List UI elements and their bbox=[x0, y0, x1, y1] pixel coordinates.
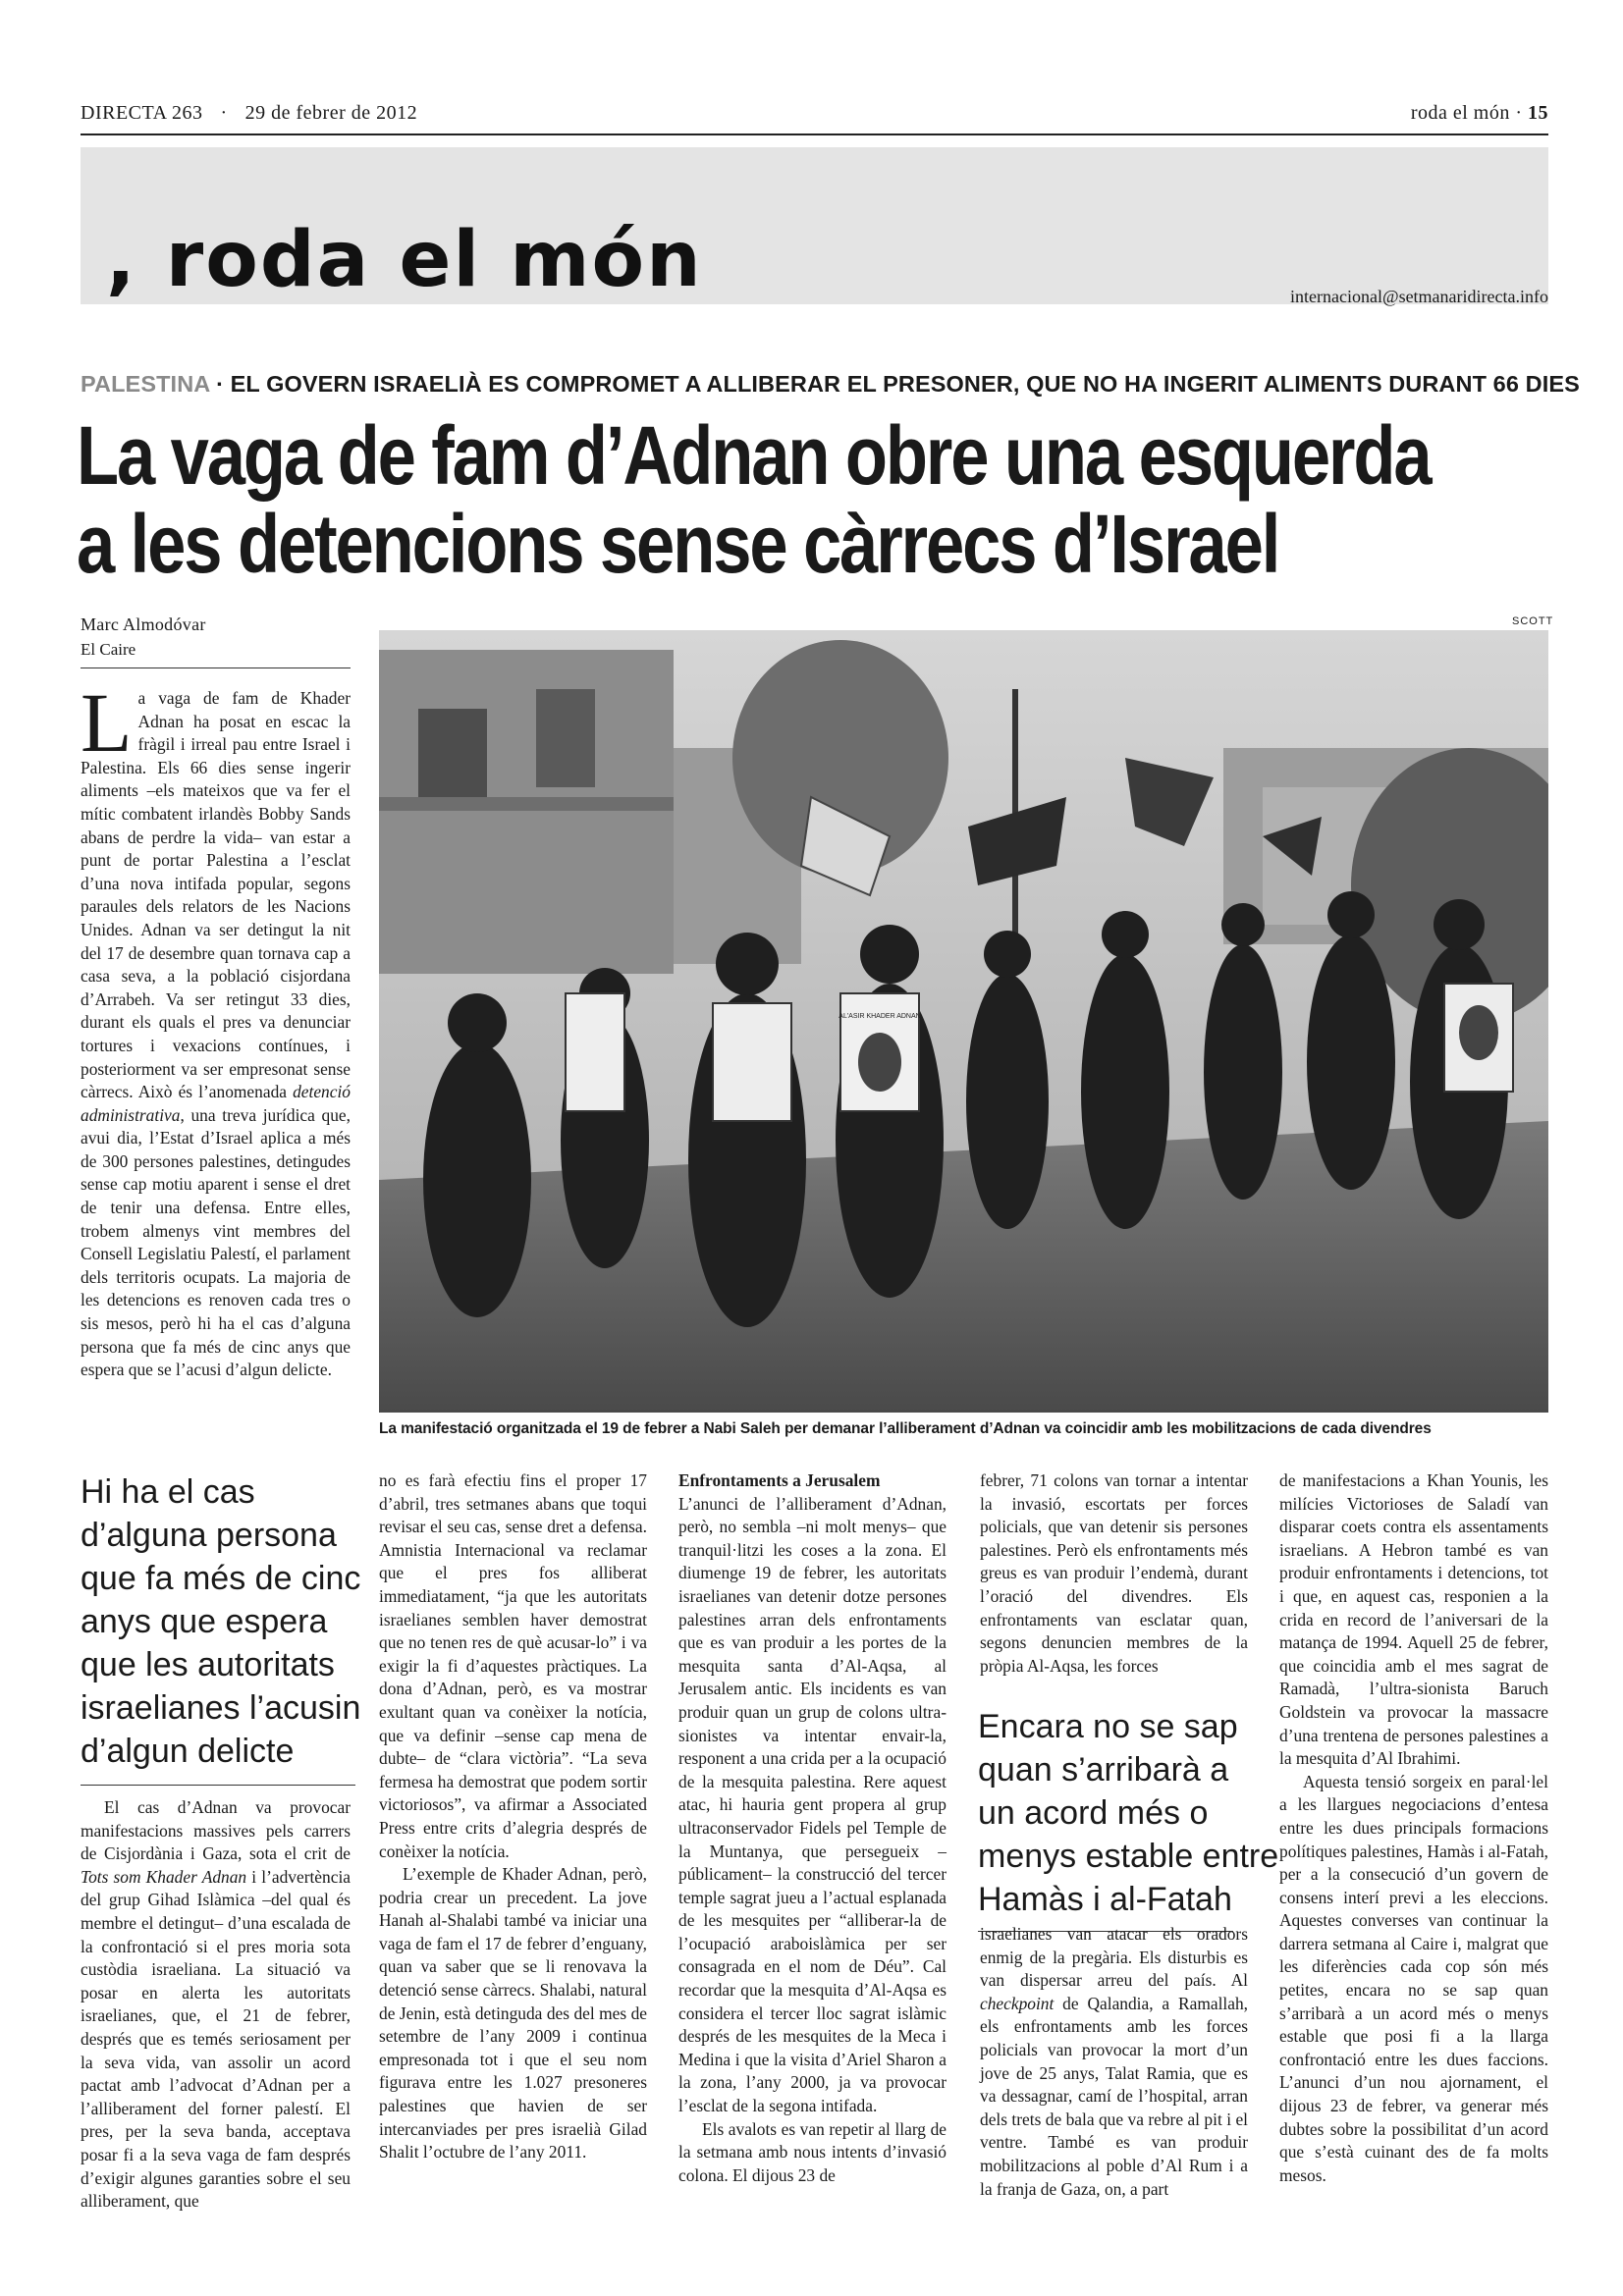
article-photo bbox=[379, 630, 1548, 1413]
body-paragraph: Els avalots es van repetir al llarg de la setmana amb nous intents d’invasió colona. El dijous 23 de bbox=[678, 2118, 947, 2185]
poster-text: AL'ASIR KHADER ADNAN bbox=[839, 1013, 921, 1020]
body-text: i l’advertència del grup Gihad Islàmica –del qual és membre el detingut– d’una escalada de la confrontació si el pres moria sota custòdia israeliana. La situació va posar en alerta les autoritats israelianes, que, el 21 de febrer, després que es temés seriosament per la seva vida, van assolir un acord pactat amb l’advocat d’Adnan per a l’alliberament del forner palestí. El pres, per la seva banda, acceptava posar fi a la seva vaga de fam després d’exigir algunes garanties sobre el seu alliberament, que bbox=[81, 1866, 351, 2212]
article-headline bbox=[77, 409, 1431, 590]
window bbox=[536, 689, 595, 787]
pull-quote-line: que les autoritats bbox=[81, 1646, 335, 1683]
pull-quote-rule bbox=[81, 1785, 355, 1786]
page-number: 15 bbox=[1528, 102, 1548, 124]
headline-line-1: La vaga de fam d’Adnan obre una esquerda bbox=[77, 409, 1431, 502]
body-text: El cas d’Adnan va provocar manifestacions massives pels carrers de Cisjordània i Gaza, sota el crit de bbox=[81, 1797, 351, 1864]
poster-portrait bbox=[1459, 1005, 1498, 1060]
page-label bbox=[1411, 102, 1548, 125]
balcony bbox=[379, 797, 674, 811]
body-text: de Qalandia, a Ramallah, els enfrontaments amb les forces policials van provocar la mort d’un jove de 25 anys, Talat Ramia, que es va dessagnar, camí de l’hospital, arran dels trets de bala que va rebre al pit i el ventre. També es van produir mobilitzacions al poble d’Al Rum i a la franja de Gaza, on, a part bbox=[980, 1993, 1248, 2199]
article-kicker bbox=[81, 371, 1580, 398]
header-separator: · bbox=[220, 102, 228, 124]
pull-quote-line: israelianes l’acusin bbox=[81, 1689, 361, 1727]
body-column-4-top bbox=[980, 1469, 1248, 1678]
photo-caption: La manifestació organitzada el 19 de febrer a Nabi Saleh per demanar l’alliberament d’Adnan va coincidir amb les mobilitzacions de cada divendres bbox=[379, 1420, 1432, 1437]
subheading: Enfrontaments a Jerusalem bbox=[678, 1470, 881, 1490]
kicker-separator: · bbox=[209, 371, 231, 397]
issue-date bbox=[81, 102, 417, 125]
body-paragraph: Aquesta tensió sorgeix en paral·lel a les llargues negociacions d’entesa entre les dues principals formacions polítiques palestines, Hamàs i al-Fatah, per a la consecució d’un govern de consens interí previ a les eleccions. Aquestes converses van continuar la darrera setmana al Caire i, malgrat que les diferències cada cop són més petites, encara no se sap quan s’arribarà a un acord més o menys estable que posi fi a la llarga confrontació entre les dues faccions. L’anunci d’un nou ajornament, el dijous 23 de febrer, va generar més dubtes sobre la possibilitat d’un acord que s’està cuinant des de fa molts mesos. bbox=[1279, 1771, 1548, 2185]
poster-portrait bbox=[858, 1033, 901, 1092]
author-location: El Caire bbox=[81, 640, 136, 659]
drop-cap: L bbox=[81, 675, 133, 770]
byline-rule bbox=[81, 667, 351, 668]
poster bbox=[566, 993, 624, 1111]
body-paragraph: L’exemple de Khader Adnan, però, podria crear un precedent. La jove Hanah al-Shalabi també va iniciar una vaga de fam el 17 de febrer d’enguany, quan va saber que se li renovava la detenció sense càrrecs. Shalabi, natural de Jenin, està detinguda des del mes de setembre de l’any 2009 i continua empresonada tot i que el seu nom figurava entre les 1.027 presoneres palestines que havien de ser intercanviades per pres israelià Gilad Shalit l’octubre de l’any 2011. bbox=[379, 1864, 647, 2163]
photo-credit: SCOTT bbox=[1512, 615, 1554, 627]
issue-date-text: 29 de febrer de 2012 bbox=[244, 102, 418, 124]
body-text: israelianes van atacar els oradors enmig de la pregària. Els disturbis es van dispersar arreu del país. Al bbox=[980, 1924, 1248, 1991]
pull-quote-line: que fa més de cinc bbox=[81, 1560, 361, 1597]
pull-quote-line: d’algun delicte bbox=[81, 1733, 295, 1770]
pull-quote-2 bbox=[978, 1705, 1279, 1932]
headline-line-2: a les detencions sense càrrecs d’Israel bbox=[77, 497, 1279, 590]
pull-quote-line: Hi ha el cas bbox=[81, 1473, 255, 1511]
lead-column bbox=[81, 675, 351, 1382]
body-column-4-bottom bbox=[980, 1923, 1248, 2201]
body-italic: checkpoint bbox=[980, 1993, 1055, 2013]
body-paragraph: no es farà efectiu fins el proper 17 d’abril, tres setmanes abans que toqui revisar el seu cas, sense dret a defensa. Amnistia Internacional va reclamar que el pres fos alliberat immediatament, “ja que les autoritats israelianes semblen haver demostrat que no tenen res de què acusar-lo” i va exigir la fi d’aquestes pràctiques. La dona d’Adnan, però, es va mostrar exultant quan va conèixer la notícia, que va definir –sense cap mena de dubte– de “clara victòria”. “La seva fermesa ha demostrat que podem sortir victoriosos”, va afirmar a Associated Press entre crits d’alegria després de conèixer la notícia. bbox=[379, 1470, 647, 1861]
section-email[interactable]: internacional@setmanaridirecta.info bbox=[1290, 287, 1548, 306]
pull-quote-line: menys estable entre bbox=[978, 1838, 1279, 1875]
poster bbox=[713, 1003, 791, 1121]
section-title: , roda el món bbox=[106, 216, 703, 304]
section-band bbox=[81, 147, 1548, 304]
byline bbox=[81, 614, 351, 668]
pull-quote-line: Encara no se sap bbox=[978, 1708, 1238, 1745]
lead-text-continued: , una treva jurídica que, avui dia, l’Estat d’Israel aplica a més de 300 persones palestines, detingudes sense cap motiu aparent i sense el dret de tenir una defensa. Entre elles, trobem almenys vint membres del Consell Legislatiu Palestí, el parlament dels territoris ocupats. La majoria de les detencions es renoven cada tres o sis mesos, però hi ha el cas d’alguna persona que fa més de cinc anys que espera que se l’acusi d’algun delicte. bbox=[81, 1104, 351, 1380]
window bbox=[418, 709, 487, 797]
pull-quote-line: d’alguna persona bbox=[81, 1517, 337, 1554]
body-column-3 bbox=[678, 1469, 947, 2187]
pull-quote-line: Hamàs i al-Fatah bbox=[978, 1881, 1232, 1918]
kicker-place: PALESTINA bbox=[81, 371, 210, 397]
lead-italic-term: detenció administrativa bbox=[81, 1082, 351, 1125]
body-paragraph: de manifestacions a Khan Younis, les milícies Victorioses de Saladí van disparar coets contra els assentaments israelians. A Hebron també es van produir enfrontaments i detencions, tot i que, en aquest cas, responien a la crida en record de l’aniversari de la matança de 1994. Aquell 25 de febrer, que coincidia amb el mes sagrat de Ramadà, l’ultra-sionista Baruch Goldstein va provocar la massacre d’una trentena de persones palestines a la mesquita d’Al Ibrahimi. bbox=[1279, 1470, 1548, 1769]
body-column-5 bbox=[1279, 1469, 1548, 2187]
body-column-1 bbox=[81, 1796, 351, 2214]
kicker-text: EL GOVERN ISRAELIÀ ES COMPROMET A ALLIBERAR EL PRESONER, QUE NO HA INGERIT ALIMENTS DURANT 66 DIES bbox=[230, 371, 1580, 397]
pull-quote-line: anys que espera bbox=[81, 1603, 328, 1640]
body-column-2 bbox=[379, 1469, 647, 2164]
header-rule bbox=[81, 133, 1548, 135]
section-page-label: roda el món · bbox=[1410, 102, 1523, 124]
issue-number: DIRECTA 263 bbox=[81, 102, 203, 124]
building-left bbox=[379, 650, 674, 974]
pull-quote-line: quan s’arribarà a bbox=[978, 1751, 1229, 1789]
author-name: Marc Almodóvar bbox=[81, 614, 206, 634]
body-paragraph: febrer, 71 colons van tornar a intentar la invasió, escortats per forces policials, que van detenir sis persones palestines. Però els enfrontaments més greus es van produir l’endemà, durant l’oració del divendres. Els enfrontaments van esclatar quan, segons denuncien membres de la pròpia Al-Aqsa, les forces bbox=[980, 1470, 1248, 1676]
lead-text: a vaga de fam de Khader Adnan ha posat en escac la fràgil i irreal pau entre Israel i Palestina. Els 66 dies sense ingerir aliments –els mateixos que va fer el mític combatent irlandès Bobby Sands abans de perdre la vida– van estar a punt de portar Palestina a l’esclat d’una nova intifada popular, segons paraules dels relators de les Nacions Unides. Adnan va ser detingut la nit del 17 de desembre quan tornava cap a casa seva, a la població cisjordana d’Arrabeh. Va ser retingut 33 dies, durant els quals el pres va denunciar tortures i vexacions contínues, i posteriorment va ser empresonat sense càrrecs. Això és l’anomenada bbox=[81, 688, 351, 1102]
photo-illustration bbox=[379, 630, 1548, 1413]
running-header bbox=[81, 98, 1548, 128]
body-paragraph: L’anunci de l’alliberament d’Adnan, però, no sembla –ni molt menys– que tranquil·litzi les coses a la zona. El diumenge 19 de febrer, les autoritats israelianes van detenir dotze persones palestines arran dels enfrontaments que es van produir a les portes de la mesquita santa d’Al-Aqsa, al Jerusalem antic. Els incidents es van produir quan un grup de colons ultra-sionistes va intentar envair-la, responent a una crida per a la ocupació de la mesquita palestina. Rere aquest atac, hi hauria gent propera al grup ultraconservador Fidels pel Temple de la Muntanya, que persegueix –públicament– la construcció del tercer temple sagrat jueu a l’actual esplanada de les mesquites per “alliberar-la de l’ocupació araboislàmica per ser consagrada en el nom de Déu”. Cal recordar que la mesquita d’Al-Aqsa es considera el tercer lloc sagrat islàmic després de les mesquites de la Meca i Medina i que la visita d’Ariel Sharon a la zona, l’any 2000, ja va provocar l’esclat de la segona intifada. bbox=[678, 1493, 947, 2116]
pull-quote-1 bbox=[81, 1470, 361, 1786]
body-italic: Tots som Khader Adnan bbox=[81, 1866, 247, 1887]
pull-quote-line: un acord més o bbox=[978, 1794, 1209, 1832]
